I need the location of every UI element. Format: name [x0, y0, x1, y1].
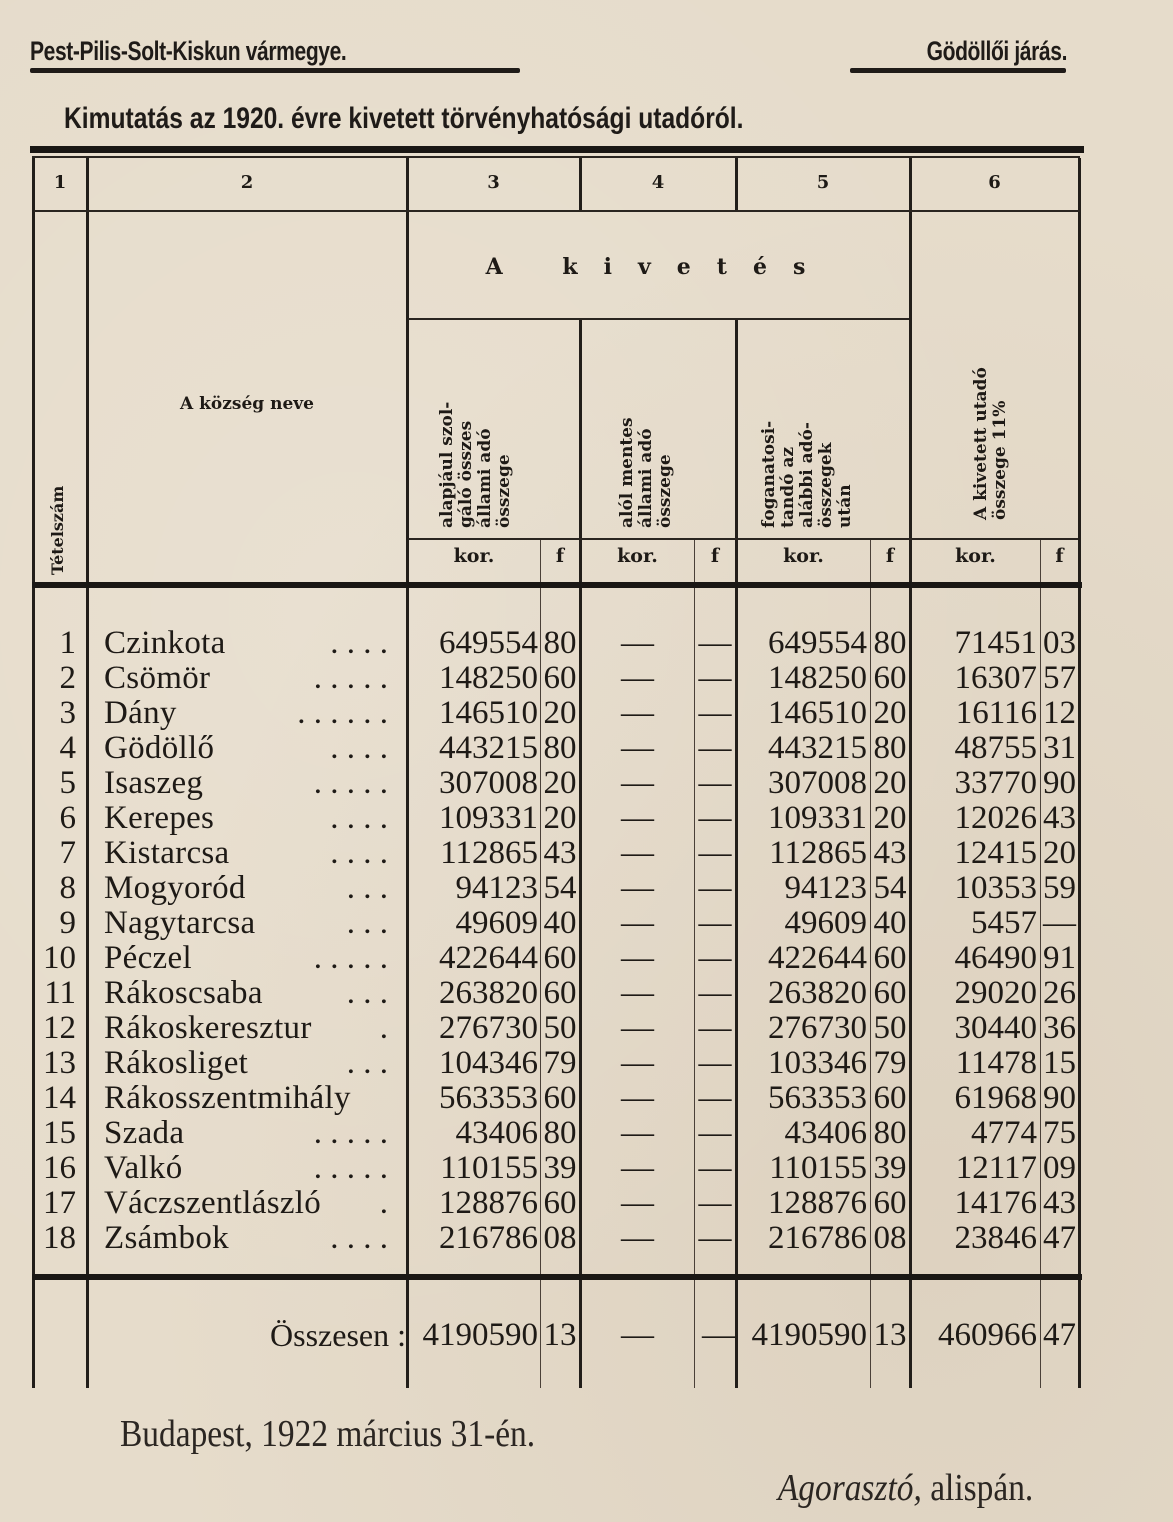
row-leader-dots: .: [379, 1010, 388, 1046]
row-col4-f: —: [698, 975, 732, 1011]
row-col4-kor: —: [621, 1010, 654, 1046]
row-col3-f: 60: [543, 975, 577, 1011]
row-col5-kor: 422644: [768, 940, 867, 976]
row-col6-kor: 16307: [954, 660, 1037, 696]
table-row: [32, 1151, 1080, 1186]
total-col5-kor: 4190590: [751, 1317, 867, 1353]
table-row: [32, 696, 1080, 731]
row-col3-f: 54: [543, 870, 577, 906]
table-row: [32, 871, 1080, 906]
row-col6-kor: 30440: [954, 1010, 1037, 1046]
row-col4-f: —: [698, 765, 732, 801]
applicable-tax-header: foganatosi- tandó az alábbi adó- összegek után: [759, 420, 855, 528]
row-col5-kor: 94123: [784, 870, 867, 906]
column-number-1: 1: [53, 172, 67, 193]
row-col3-kor: 263820: [439, 975, 538, 1011]
row-col5-kor: 276730: [768, 1010, 867, 1046]
row-col4-f: —: [698, 1185, 732, 1221]
row-col5-f: 20: [873, 695, 907, 731]
row-col5-kor: 148250: [768, 660, 867, 696]
row-municipality-name: Dány: [104, 695, 177, 731]
row-item-number: 4: [59, 730, 76, 766]
row-col4-kor: —: [621, 975, 654, 1011]
row-col6-f: 91: [1043, 940, 1076, 976]
row-leader-dots: . . . .: [330, 730, 388, 766]
row-municipality-name: Váczszentlászló: [104, 1185, 322, 1221]
row-item-number: 10: [43, 940, 76, 976]
row-col6-f: 36: [1043, 1010, 1076, 1046]
row-col5-kor: 109331: [768, 800, 867, 836]
row-col6-f: 90: [1043, 765, 1076, 801]
row-col6-f: 26: [1043, 975, 1076, 1011]
table-row: [32, 1116, 1080, 1151]
row-col6-kor: 5457: [971, 905, 1037, 941]
row-col5-f: 43: [873, 835, 907, 871]
row-col5-f: 39: [873, 1150, 907, 1186]
row-col3-f: 60: [543, 1080, 577, 1116]
total-row: [32, 1318, 1080, 1353]
signer-name: Agorasztó,: [777, 1467, 922, 1509]
table-row: [32, 906, 1080, 941]
row-leader-dots: . . . .: [330, 800, 388, 836]
signer-title: alispán.: [929, 1467, 1033, 1509]
row-item-number: 11: [44, 975, 76, 1011]
table-row: [32, 626, 1080, 661]
row-municipality-name: Csömör: [104, 660, 211, 696]
row-item-number: 7: [59, 835, 76, 871]
row-col6-kor: 48755: [954, 730, 1037, 766]
row-municipality-name: Rákoskeresztur: [104, 1010, 312, 1046]
row-col3-f: 50: [543, 1010, 577, 1046]
item-number-header: Tételszám: [48, 485, 67, 575]
row-municipality-name: Czinkota: [104, 625, 226, 661]
row-col4-kor: —: [621, 800, 654, 836]
row-col6-kor: 29020: [954, 975, 1037, 1011]
row-col5-kor: 216786: [768, 1220, 867, 1256]
row-col6-f: 03: [1043, 625, 1076, 661]
row-col3-kor: 649554: [439, 625, 538, 661]
column-number-5: 5: [816, 172, 830, 193]
row-municipality-name: Zsámbok: [104, 1220, 229, 1256]
row-col6-f: 43: [1043, 800, 1076, 836]
row-col5-f: 60: [873, 1185, 907, 1221]
table-row: [32, 731, 1080, 766]
row-col5-kor: 49609: [784, 905, 867, 941]
row-municipality-name: Péczel: [104, 940, 192, 976]
row-col6-kor: 23846: [954, 1220, 1037, 1256]
row-col5-kor: 649554: [768, 625, 867, 661]
total-label: Összesen :: [270, 1317, 406, 1353]
row-leader-dots: . . . . .: [313, 765, 388, 801]
column-number-3: 3: [487, 172, 500, 193]
row-col4-f: —: [698, 835, 732, 871]
row-col5-kor: 307008: [768, 765, 867, 801]
row-col4-kor: —: [621, 905, 654, 941]
row-col5-f: 80: [873, 625, 907, 661]
row-item-number: 9: [59, 905, 76, 941]
row-col4-kor: —: [621, 730, 654, 766]
assessment-group-header: A kivetés: [485, 254, 832, 280]
row-col6-f: 20: [1043, 835, 1076, 871]
row-col3-kor: 276730: [439, 1010, 538, 1046]
table-row: [32, 661, 1080, 696]
row-col6-f: —: [1043, 905, 1076, 941]
col4-unit-kor: kor.: [617, 545, 658, 567]
row-col3-kor: 443215: [439, 730, 538, 766]
row-item-number: 17: [43, 1185, 76, 1221]
row-col4-kor: —: [621, 940, 654, 976]
row-leader-dots: . . . . .: [313, 940, 388, 976]
column-number-6: 6: [988, 172, 1001, 193]
total-col4-kor: —: [621, 1317, 654, 1353]
row-item-number: 18: [43, 1220, 76, 1256]
units-row-divider: [408, 538, 1078, 540]
row-col4-f: —: [698, 1115, 732, 1151]
row-col3-f: 80: [543, 730, 577, 766]
row-col4-f: —: [698, 625, 732, 661]
row-municipality-name: Kerepes: [104, 800, 215, 836]
row-municipality-name: Mogyoród: [104, 870, 246, 906]
row-col3-f: 79: [543, 1045, 577, 1081]
row-col6-f: 57: [1043, 660, 1076, 696]
row-col6-f: 47: [1043, 1220, 1076, 1256]
row-col3-f: 20: [543, 800, 577, 836]
row-col5-f: 50: [873, 1010, 907, 1046]
row-leader-dots: . . .: [346, 905, 388, 941]
row-col4-f: —: [698, 695, 732, 731]
row-leader-dots: . . .: [346, 870, 388, 906]
row-col4-f: —: [698, 1220, 732, 1256]
row-col5-f: 79: [873, 1045, 907, 1081]
row-leader-dots: . . . .: [330, 625, 388, 661]
row-col3-kor: 148250: [439, 660, 538, 696]
total-col3-f: 13: [543, 1317, 577, 1353]
row-col6-kor: 71451: [954, 625, 1037, 661]
row-col3-f: 80: [543, 625, 577, 661]
row-col5-kor: 110155: [769, 1150, 867, 1186]
row-col3-f: 39: [543, 1150, 577, 1186]
total-col6-kor: 460966: [938, 1317, 1037, 1353]
row-col6-f: 31: [1043, 730, 1076, 766]
row-col4-kor: —: [621, 625, 654, 661]
row-item-number: 16: [43, 1150, 76, 1186]
row-municipality-name: Rákosliget: [104, 1045, 249, 1081]
total-top-rule: [32, 1274, 1082, 1280]
row-col3-kor: 104346: [439, 1045, 538, 1081]
row-col5-f: 20: [873, 765, 907, 801]
row-col6-f: 09: [1043, 1150, 1076, 1186]
table-row: [32, 941, 1080, 976]
row-item-number: 6: [59, 800, 76, 836]
table-row: [32, 1011, 1080, 1046]
row-col5-f: 60: [873, 940, 907, 976]
row-col4-f: —: [698, 870, 732, 906]
group-header-divider: [408, 318, 909, 320]
row-col4-f: —: [698, 1010, 732, 1046]
row-col5-kor: 563353: [768, 1080, 867, 1116]
row-col5-kor: 43406: [784, 1115, 867, 1151]
row-col3-f: 60: [543, 940, 577, 976]
column-number-2: 2: [240, 172, 254, 193]
row-col6-f: 15: [1043, 1045, 1076, 1081]
row-col4-f: —: [698, 1080, 732, 1116]
colnum-row-divider: [34, 210, 1080, 212]
row-leader-dots: . . .: [346, 1045, 388, 1081]
col5-unit-kor: kor.: [783, 545, 824, 567]
col3-unit-f: f: [555, 545, 565, 567]
row-item-number: 5: [59, 765, 76, 801]
row-col5-f: 80: [873, 730, 907, 766]
row-col5-f: 54: [873, 870, 907, 906]
header-bottom-rule: [32, 582, 1082, 588]
col3-unit-kor: kor.: [453, 545, 495, 567]
table-row: [32, 1186, 1080, 1221]
row-col3-f: 20: [543, 765, 577, 801]
row-col4-kor: —: [621, 660, 654, 696]
district-heading: Gödöllői járás.: [926, 36, 1067, 66]
row-col3-f: 60: [543, 1185, 577, 1221]
row-col6-kor: 12117: [955, 1150, 1037, 1186]
row-municipality-name: Rákoscsaba: [104, 975, 263, 1011]
total-col3-kor: 4190590: [422, 1317, 538, 1353]
row-col3-kor: 563353: [439, 1080, 538, 1116]
row-col5-kor: 128876: [768, 1185, 867, 1221]
row-col5-kor: 146510: [768, 695, 867, 731]
row-col5-kor: 443215: [768, 730, 867, 766]
row-col3-kor: 307008: [439, 765, 538, 801]
row-col4-kor: —: [621, 1150, 654, 1186]
row-col5-kor: 103346: [768, 1045, 867, 1081]
row-col6-kor: 10353: [954, 870, 1037, 906]
row-municipality-name: Nagytarcsa: [104, 905, 256, 941]
row-col3-f: 40: [543, 905, 577, 941]
col5-unit-f: f: [885, 545, 895, 567]
row-leader-dots: . . .: [346, 975, 388, 1011]
row-municipality-name: Kistarcsa: [104, 835, 230, 871]
row-col3-kor: 422644: [439, 940, 538, 976]
row-col3-kor: 49609: [455, 905, 538, 941]
row-col6-kor: 12415: [954, 835, 1037, 871]
base-state-tax-header: alapjául szol- gáló összes állami adó összege: [437, 401, 514, 528]
row-col3-f: 08: [543, 1220, 577, 1256]
total-col5-f: 13: [873, 1317, 907, 1353]
row-col5-f: 60: [873, 975, 907, 1011]
exempt-state-tax-header: alól mentes állami adó összege: [617, 417, 675, 528]
row-col4-f: —: [698, 1150, 732, 1186]
row-col3-f: 60: [543, 660, 577, 696]
row-col3-kor: 109331: [439, 800, 538, 836]
row-item-number: 1: [59, 625, 76, 661]
col6-unit-kor: kor.: [955, 545, 996, 567]
row-col3-kor: 110155: [440, 1150, 538, 1186]
row-col4-f: —: [698, 800, 732, 836]
row-item-number: 3: [59, 695, 76, 731]
row-col5-f: 40: [873, 905, 907, 941]
table-row: [32, 1046, 1080, 1081]
row-col4-f: —: [698, 660, 732, 696]
row-municipality-name: Isaszeg: [104, 765, 204, 801]
table-row: [32, 1081, 1080, 1116]
row-col4-kor: —: [621, 835, 654, 871]
table-row: [32, 801, 1080, 836]
row-col6-f: 75: [1043, 1115, 1076, 1151]
row-col6-f: 90: [1043, 1080, 1076, 1116]
row-item-number: 8: [59, 870, 76, 906]
row-col5-f: 20: [873, 800, 907, 836]
table-row: [32, 766, 1080, 801]
row-col4-kor: —: [621, 870, 654, 906]
row-col5-kor: 112865: [769, 835, 867, 871]
row-col6-kor: 4774: [971, 1115, 1037, 1151]
row-col6-f: 12: [1043, 695, 1076, 731]
table-row: [32, 976, 1080, 1011]
row-col4-kor: —: [621, 1115, 654, 1151]
road-tax-header: A kivetett utadó összege 11%: [971, 367, 1010, 520]
county-heading: Pest-Pilis-Solt-Kiskun vármegye.: [30, 36, 347, 66]
row-col5-kor: 263820: [768, 975, 867, 1011]
row-col5-f: 60: [873, 660, 907, 696]
table-row: [32, 836, 1080, 871]
row-col4-f: —: [698, 1045, 732, 1081]
row-leader-dots: .: [379, 1185, 388, 1221]
row-item-number: 14: [43, 1080, 76, 1116]
row-col5-f: 08: [873, 1220, 907, 1256]
table-top-rule-thin: [32, 156, 1080, 158]
row-leader-dots: . . . .: [330, 835, 388, 871]
county-underline: [30, 68, 520, 73]
row-col4-f: —: [698, 730, 732, 766]
row-item-number: 2: [59, 660, 76, 696]
row-col6-f: 43: [1043, 1185, 1076, 1221]
row-col3-kor: 94123: [455, 870, 538, 906]
row-leader-dots: . . . . .: [313, 1115, 388, 1151]
row-leader-dots: [232, 1081, 388, 1116]
row-col3-kor: 216786: [439, 1220, 538, 1256]
row-col4-kor: —: [621, 1080, 654, 1116]
col4-unit-f: f: [710, 545, 720, 567]
row-col4-f: —: [698, 940, 732, 976]
table-top-rule: [30, 146, 1084, 153]
row-col4-kor: —: [621, 1220, 654, 1256]
row-item-number: 12: [43, 1010, 76, 1046]
row-col3-kor: 128876: [439, 1185, 538, 1221]
row-municipality-name: Valkó: [104, 1150, 183, 1186]
row-col5-f: 80: [873, 1115, 907, 1151]
col6-unit-f: f: [1055, 545, 1064, 567]
row-col4-kor: —: [621, 1045, 654, 1081]
row-col5-f: 60: [873, 1080, 907, 1116]
row-col6-kor: 46490: [954, 940, 1037, 976]
document-title: Kimutatás az 1920. évre kivetett törvényhatósági utadóról.: [64, 102, 744, 135]
municipality-name-header: A község neve: [180, 394, 314, 414]
row-col6-kor: 11478: [955, 1045, 1037, 1081]
row-municipality-name: Szada: [104, 1115, 185, 1151]
row-col6-kor: 33770: [954, 765, 1037, 801]
row-leader-dots: . . . . . .: [297, 695, 388, 731]
row-col4-kor: —: [621, 765, 654, 801]
row-col6-f: 59: [1043, 870, 1076, 906]
row-col4-kor: —: [621, 1185, 654, 1221]
row-col6-kor: 16116: [955, 695, 1037, 731]
row-leader-dots: . . . .: [330, 1220, 388, 1256]
row-col3-kor: 146510: [439, 695, 538, 731]
row-municipality-name: Gödöllő: [104, 730, 215, 766]
row-municipality-name: Rákosszentmihály: [104, 1080, 351, 1116]
row-col3-f: 80: [543, 1115, 577, 1151]
row-col4-kor: —: [621, 695, 654, 731]
row-col3-f: 20: [543, 695, 577, 731]
row-col3-f: 43: [543, 835, 577, 871]
total-col6-f: 47: [1043, 1317, 1076, 1353]
row-item-number: 13: [43, 1045, 76, 1081]
district-underline: [850, 68, 1066, 73]
column-number-4: 4: [651, 172, 665, 193]
row-item-number: 15: [43, 1115, 76, 1151]
row-leader-dots: . . . . .: [313, 660, 388, 696]
table-row: [32, 1221, 1080, 1256]
row-col3-kor: 112865: [440, 835, 538, 871]
row-col3-kor: 43406: [455, 1115, 538, 1151]
row-col4-f: —: [698, 905, 732, 941]
row-col6-kor: 12026: [954, 800, 1037, 836]
signature: [778, 1466, 1033, 1510]
row-col6-kor: 14176: [954, 1185, 1037, 1221]
row-col6-kor: 61968: [954, 1080, 1037, 1116]
row-leader-dots: . . . . .: [313, 1150, 388, 1186]
place-and-date: Budapest, 1922 március 31-én.: [120, 1413, 536, 1455]
total-col4-f: —: [702, 1317, 735, 1353]
